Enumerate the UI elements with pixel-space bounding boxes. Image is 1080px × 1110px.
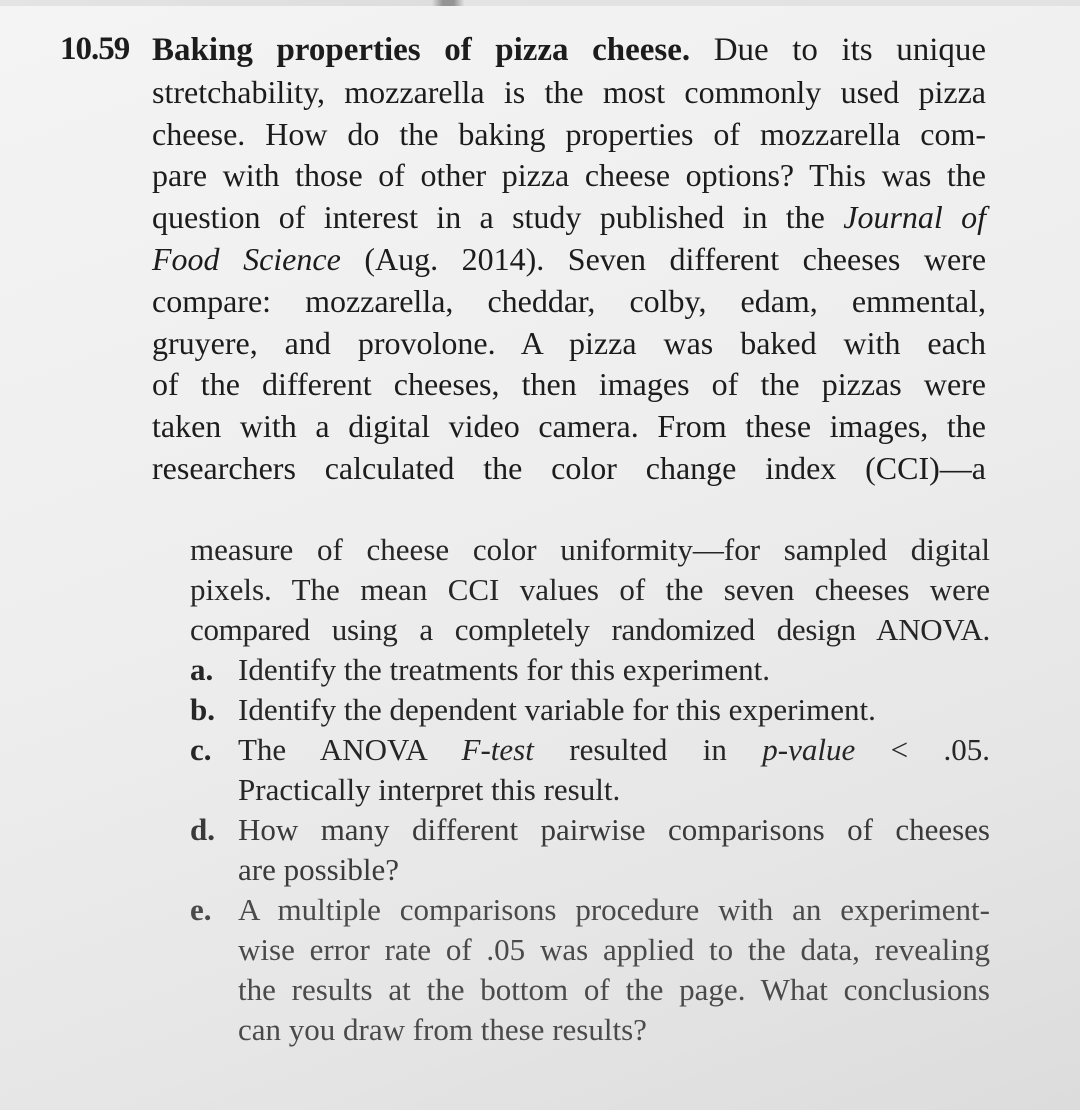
part-c-text-2: Practically interpret this result. [238,772,621,807]
p-value-term: p-value [762,732,856,767]
part-e [190,890,990,1050]
journal-name-part-1: Journal of [843,199,987,236]
body-line-9: of the different cheeses, then images of the pizzas were [152,366,986,403]
part-letter: b. [190,692,215,727]
exercise-body [152,30,986,490]
part-e-text-3: the results at the bottom of the page. What conclusions [238,972,990,1007]
continuation-line-3: compared using a completely randomized design ANOVA. [190,612,990,647]
part-c [190,730,990,810]
body-line-11: researchers calculated the color change index (CCI)—a [152,449,986,486]
body-line-10: taken with a digital video camera. From these images, the [152,408,986,445]
body-line-2: stretchability, mozzarella is the most commonly used pizza [152,73,986,110]
body-line-6: Food Science (Aug. 2014). Seven different cheeses were [152,240,987,277]
part-d-text-1: How many different pairwise comparisons of cheeses [238,812,990,847]
part-letter: e. [190,892,212,927]
body-line-8: gruyere, and provolone. A pizza was baked with each [152,324,986,361]
f-test-term: F-test [461,732,534,767]
exercise-continuation [190,530,990,1050]
body-line-7: compare: mozzarella, cheddar, colby, edam, emmental, [152,282,986,319]
part-b-text: Identify the dependent variable for this experiment. [238,692,876,727]
part-b [190,690,990,730]
part-e-text-4: can you draw from these results? [238,1012,647,1047]
exercise-number: 10.59 [60,31,130,67]
body-line-5: question of interest in a study published in the Journal of [152,199,987,236]
continuation-line-2: pixels. The mean CCI values of the seven cheeses were [190,572,990,607]
part-letter: c. [190,732,212,767]
part-letter: d. [190,812,215,847]
part-letter: a. [190,652,214,687]
part-e-text-2: wise error rate of .05 was applied to the data, revealing [238,932,990,967]
part-a [190,650,990,690]
part-d [190,810,990,890]
journal-name-part-2: Food Science [152,240,341,277]
body-line-4: pare with those of other pizza cheese options? This was the [152,157,986,194]
continuation-line-1: measure of cheese color uniformity—for sampled digital [190,532,990,567]
part-c-text-1: The ANOVA F-test resulted in p-value < .05. [238,732,991,767]
part-a-text: Identify the treatments for this experiment. [238,652,770,687]
exercise-title: Baking properties of pizza cheese. [152,32,691,68]
body-line-1: Baking properties of pizza cheese. Due to its unique [152,32,987,68]
body-line-3: cheese. How do the baking properties of mozzarella com- [152,115,986,152]
part-e-text-1: A multiple comparisons procedure with an experiment- [238,892,990,927]
part-d-text-2: are possible? [238,852,399,887]
page-edge [0,0,1080,6]
